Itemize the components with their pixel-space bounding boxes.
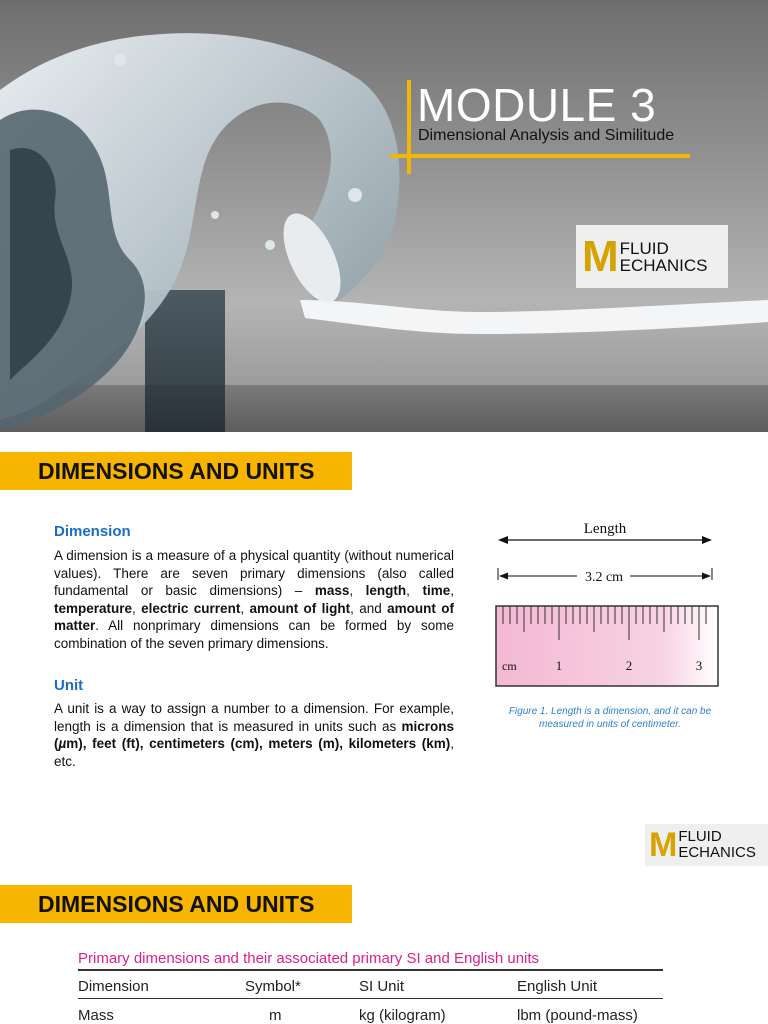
ruler-tick-label-1: 1 xyxy=(555,658,563,673)
logo-m-letter: M xyxy=(582,231,619,281)
table-header-symbol: Symbol* xyxy=(245,978,301,995)
length-arrow-left-head xyxy=(498,536,508,544)
table-header-si-unit: SI Unit xyxy=(359,978,405,995)
section-header-dimensions-units: DIMENSIONS AND UNITS xyxy=(0,452,352,490)
fluid-mechanics-logo xyxy=(576,225,728,288)
table-cell-si-unit: kg (kilogram) xyxy=(359,1007,446,1024)
measure-label: 3.2 cm xyxy=(584,570,624,585)
table-top-rule xyxy=(78,969,663,971)
table-cell-dimension: Mass xyxy=(78,1007,114,1024)
dimension-paragraph: A dimension is a measure of a physical quantity (without numerical values). There are seven primary dimensions (also called fundamental or basic dimensions) – mass, length, time, temperature, electric current, amount of light, and amount of matter. All nonprimary dimensions can be formed by some combination of the seven primary dimensions. xyxy=(54,548,454,651)
table-title: Primary dimensions and their associated primary SI and English units xyxy=(78,950,540,967)
fluid-mechanics-logo-small xyxy=(645,824,768,866)
cover-slide xyxy=(0,0,768,432)
logo-line-2: ECHANICS xyxy=(619,255,708,275)
ruler-unit-label: cm xyxy=(502,659,517,673)
figure-caption: Figure 1. Length is a dimension, and it can be measured in units of centimeter. xyxy=(508,706,712,730)
logo-small-line-1: FLUID xyxy=(678,828,722,845)
table-header-english-unit: English Unit xyxy=(517,978,598,995)
ruler-tick-label-2: 2 xyxy=(625,658,633,673)
logo-line-1: FLUID xyxy=(619,238,669,258)
ruler-figure xyxy=(492,516,722,691)
section-header-dimensions-units-2: DIMENSIONS AND UNITS xyxy=(0,885,352,923)
logo-small-m-letter: M xyxy=(649,826,678,864)
table-header-dimension: Dimension xyxy=(78,978,149,995)
logo-small-line-2: ECHANICS xyxy=(678,844,756,861)
module-subtitle: Dimensional Analysis and Similitude xyxy=(418,127,675,144)
length-arrow-right-head xyxy=(702,536,712,544)
title-accent-vertical xyxy=(407,80,411,174)
table-cell-english-unit: lbm (pound-mass) xyxy=(517,1007,638,1024)
measure-arrow-left-head xyxy=(499,573,508,580)
water-splash-illustration xyxy=(0,0,768,432)
table-header-rule xyxy=(78,998,663,999)
measure-arrow-right-head xyxy=(702,573,711,580)
ruler-tick-label-3: 3 xyxy=(695,658,703,673)
module-title: MODULE 3 xyxy=(417,79,657,131)
unit-heading: Unit xyxy=(54,677,84,694)
dimension-heading: Dimension xyxy=(54,523,131,540)
title-accent-horizontal xyxy=(390,154,690,158)
table-cell-symbol: m xyxy=(269,1007,282,1024)
figure-length-label: Length xyxy=(583,521,627,537)
unit-paragraph: A unit is a way to assign a number to a dimension. For example, length is a dimension that is measured in units such as microns (µm), feet (ft), centimeters (cm), meters (m), kilometers (km), etc. xyxy=(54,701,454,769)
